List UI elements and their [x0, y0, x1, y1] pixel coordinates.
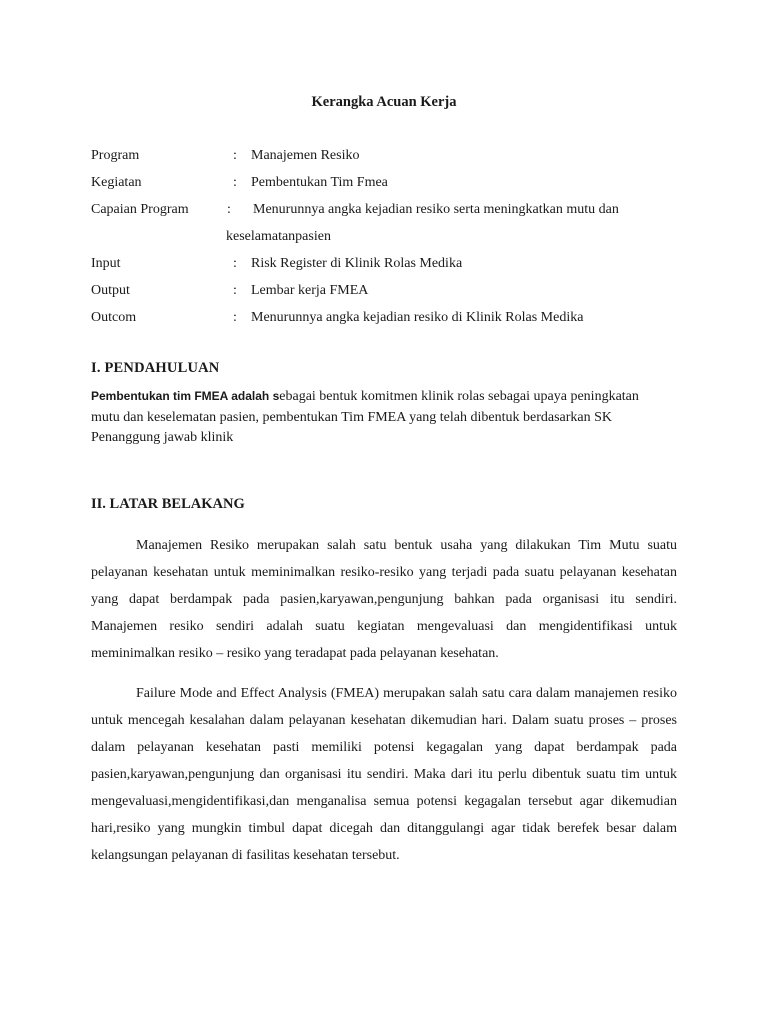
field-row-input [91, 254, 691, 274]
field-colon: : [233, 283, 237, 298]
latar-belakang-paragraph-2: Failure Mode and Effect Analysis (FMEA) merupakan salah satu cara dalam manajemen resiko untuk mencegah kesalahan dalam pelayanan kesehatan dikemudian hari. Dalam suatu proses – proses dalam pelayanan kesehatan pasti memiliki potensi kegagalan yang dapat berdampak pada pasien,karyawan,pengunjung dan organisasi itu sendiri. Maka dari itu perlu dibentuk suatu tim untuk mengevaluasi,mengidentifikasi,dan menganalisa semua potensi kegagalan tersebut agar dikemudian hari,resiko yang mungkin timbul dapat dicegah dan ditanggulangi agar tidak berefek besar dalam kelangsungan pelayanan di fasilitas kesehatan tersebut. [91, 686, 677, 863]
field-label: Kegiatan [91, 175, 142, 190]
field-value: Lembar kerja FMEA [251, 283, 369, 298]
field-value: Menurunnya angka kejadian resiko di Klinik Rolas Medika [251, 310, 584, 325]
field-label: Program [91, 148, 140, 163]
field-colon: : [233, 310, 237, 325]
field-label: Input [91, 256, 121, 271]
field-row-capaian-program [91, 200, 691, 220]
field-colon: : [227, 202, 231, 217]
field-row-kegiatan [91, 173, 691, 193]
paragraph-lead-text: Pembentukan tim FMEA adalah s [91, 389, 280, 403]
field-value: Pembentukan Tim Fmea [251, 175, 388, 190]
field-row-program [91, 146, 691, 166]
field-row-output [91, 281, 691, 301]
field-row-outcom [91, 308, 691, 328]
latar-belakang-paragraph-1: Manajemen Resiko merupakan salah satu bentuk usaha yang dilakukan Tim Mutu suatu pelayanan kesehatan untuk meminimalkan resiko-resiko yang terjadi pada suatu pelayanan kesehatan yang dapat berdampak pada pasien,karyawan,pengunjung bahkan pada organisasi itu sendiri. Manajemen resiko sendiri adalah suatu kegiatan mengevaluasi dan mengidentifikasi untuk meminimalkan resiko – resiko yang teradapat pada pelayanan kesehatan. [91, 538, 677, 661]
section-heading-pendahuluan: I. PENDAHULUAN [91, 360, 220, 376]
field-label: Capaian Program [91, 202, 189, 217]
paragraph-body-text: ebagai bentuk komitmen klinik rolas sebagai upaya peningkatan mutu dan keselematan pasien, pembentukan Tim FMEA yang telah dibentuk berdasarkan SK Penanggung jawab klinik [91, 389, 639, 445]
document-title: Kerangka Acuan Kerja [311, 94, 457, 110]
section-heading-latar-belakang: II. LATAR BELAKANG [91, 496, 245, 512]
field-label: Outcom [91, 310, 137, 325]
field-label: Output [91, 283, 130, 298]
field-colon: : [233, 256, 237, 271]
field-colon: : [233, 175, 237, 190]
field-colon: : [233, 148, 237, 163]
field-value-continuation: keselamatanpasien [226, 229, 331, 244]
field-value: Risk Register di Klinik Rolas Medika [251, 256, 463, 271]
field-value: Manajemen Resiko [251, 148, 360, 163]
field-value: Menurunnya angka kejadian resiko serta meningkatkan mutu dan [253, 202, 619, 217]
pendahuluan-paragraph [91, 386, 651, 449]
